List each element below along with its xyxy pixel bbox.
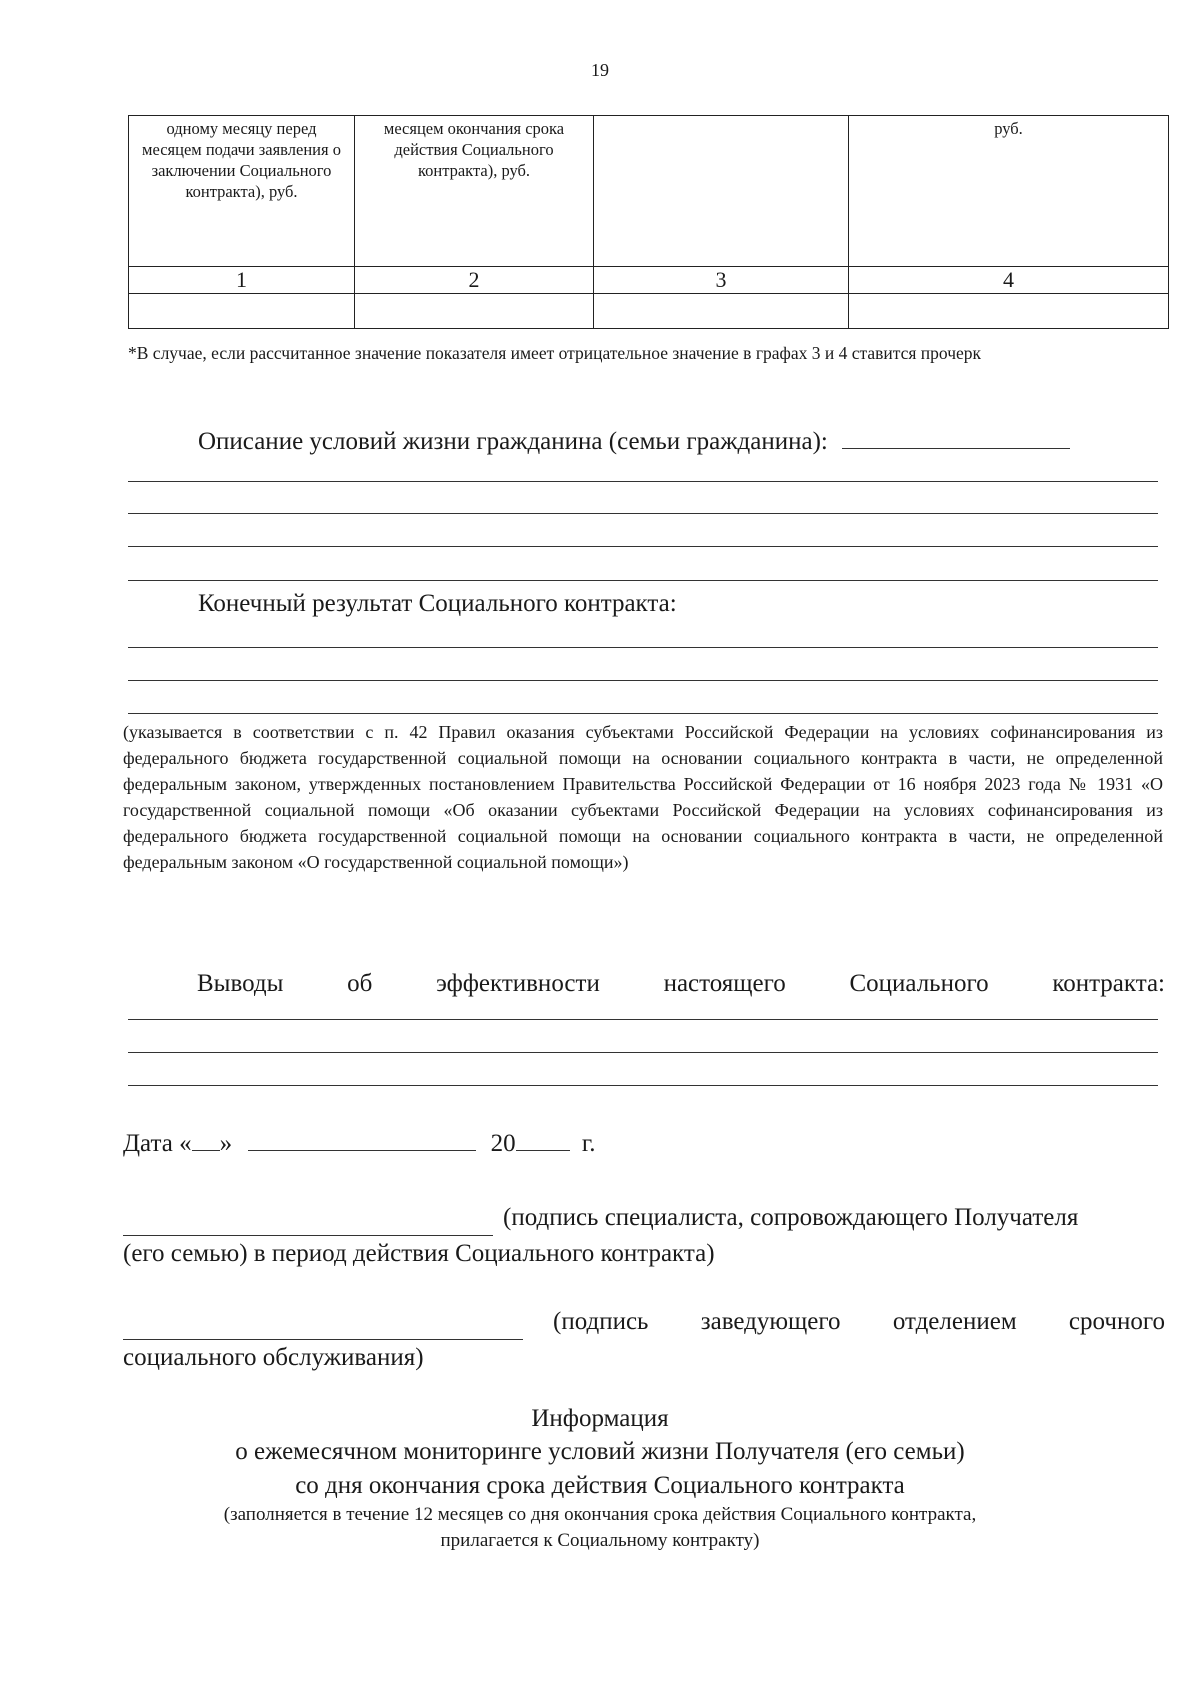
living-conditions-line[interactable] [128, 546, 1158, 547]
final-result-line[interactable] [128, 680, 1158, 681]
column-number: 3 [594, 267, 849, 294]
table-cell[interactable] [594, 294, 849, 329]
head-caption-word: отделением [892, 1308, 1017, 1335]
living-conditions-line[interactable] [128, 580, 1158, 581]
specialist-signature-caption-cont: (его семью) в период действия Социального контракта) [123, 1239, 715, 1267]
table-header-cell: руб. [849, 116, 1169, 267]
living-conditions-line[interactable] [128, 513, 1158, 514]
final-result-note: (указывается в соответствии с п. 42 Правил оказания субъектами Российской Федерации на условиях софинансирования из федерального бюджета государственной социальной помощи на основании социального контракта в части, не определенной федеральным законом, утвержденных постановлением Правительства Российской Федерации от 16 ноября 2023 года № 1931 «О государственной социальной помощи «Об оказании субъектами Российской Федерации на условиях софинансирования из федерального бюджета государственной социальной помощи на основании социального контракта в части, не определенной федеральным законом «О государственной социальной помощи») [123, 722, 1163, 872]
table-cell[interactable] [129, 294, 355, 329]
head-caption-word: срочного [1068, 1308, 1165, 1335]
head-signature-block [123, 1304, 1165, 1375]
table-column-numbers-row [129, 267, 1169, 294]
living-conditions-blank[interactable] [842, 448, 1070, 449]
conclusions-word: Социального [849, 970, 989, 997]
conclusions-word: эффективности [436, 970, 600, 997]
specialist-signature-caption: (подпись специалиста, сопровождающего Получателя [503, 1204, 1079, 1231]
column-number: 1 [129, 267, 355, 294]
conclusions-line[interactable] [128, 1019, 1158, 1020]
date-label: Дата « [123, 1130, 192, 1157]
conclusions-word: об [347, 970, 373, 997]
income-table [128, 115, 1169, 329]
date-year-suffix: г. [581, 1130, 596, 1157]
page-number: 19 [591, 60, 609, 80]
head-caption-word: заведующего [700, 1308, 841, 1335]
info-block [0, 1402, 1200, 1554]
table-header-cell: месяцем окончания срока действия Социального контракта), руб. [355, 116, 594, 267]
final-result-line[interactable] [128, 713, 1158, 714]
date-month-blank[interactable] [248, 1150, 476, 1151]
info-note-line: (заполняется в течение 12 месяцев со дня окончания срока действия Социального контракта, [223, 1503, 977, 1525]
conclusions-line[interactable] [128, 1085, 1158, 1086]
specialist-signature-block [123, 1200, 1165, 1271]
specialist-signature-blank[interactable] [123, 1213, 493, 1236]
living-conditions-label: Описание условий жизни гражданина (семьи гражданина): [198, 428, 828, 455]
final-result-label: Конечный результат Социального контракта: [198, 590, 677, 617]
living-conditions-line[interactable] [128, 481, 1158, 482]
head-caption-word: (подпись [553, 1308, 649, 1335]
date-row [123, 1130, 596, 1158]
head-signature-caption [533, 1304, 1165, 1340]
table-row [129, 294, 1169, 329]
head-signature-caption-cont: социального обслуживания) [123, 1343, 424, 1371]
final-result-line[interactable] [128, 647, 1158, 648]
conclusions-word: контракта: [1052, 970, 1165, 997]
info-note-line: прилагается к Социальному контракту) [440, 1529, 760, 1551]
table-header-cell [594, 116, 849, 267]
head-signature-blank[interactable] [123, 1317, 523, 1340]
table-cell[interactable] [355, 294, 594, 329]
date-quote-close: » [219, 1130, 233, 1157]
info-subtitle-line: о ежемесячном мониторинге условий жизни Получателя (его семьи) [235, 1438, 965, 1466]
date-year-blank[interactable] [516, 1150, 570, 1151]
column-number: 2 [355, 267, 594, 294]
conclusions-line[interactable] [128, 1052, 1158, 1053]
conclusions-word: Выводы [197, 970, 284, 997]
living-conditions-heading [198, 428, 1070, 456]
column-number: 4 [849, 267, 1169, 294]
conclusions-word: настоящего [663, 970, 786, 997]
table-footnote: *В случае, если рассчитанное значение показателя имеет отрицательное значение в графах 3 и 4 ставится прочерк [128, 343, 982, 363]
date-year-prefix: 20 [490, 1130, 516, 1157]
date-day-blank[interactable] [192, 1150, 220, 1151]
table-cell[interactable] [849, 294, 1169, 329]
conclusions-heading [197, 970, 1165, 998]
info-title: Информация [531, 1405, 669, 1432]
table-header-row [129, 116, 1169, 267]
info-subtitle-line: со дня окончания срока действия Социального контракта [295, 1471, 905, 1499]
table-header-cell: одному месяцу перед месяцем подачи заявления о заключении Социального контракта), руб. [129, 116, 355, 267]
